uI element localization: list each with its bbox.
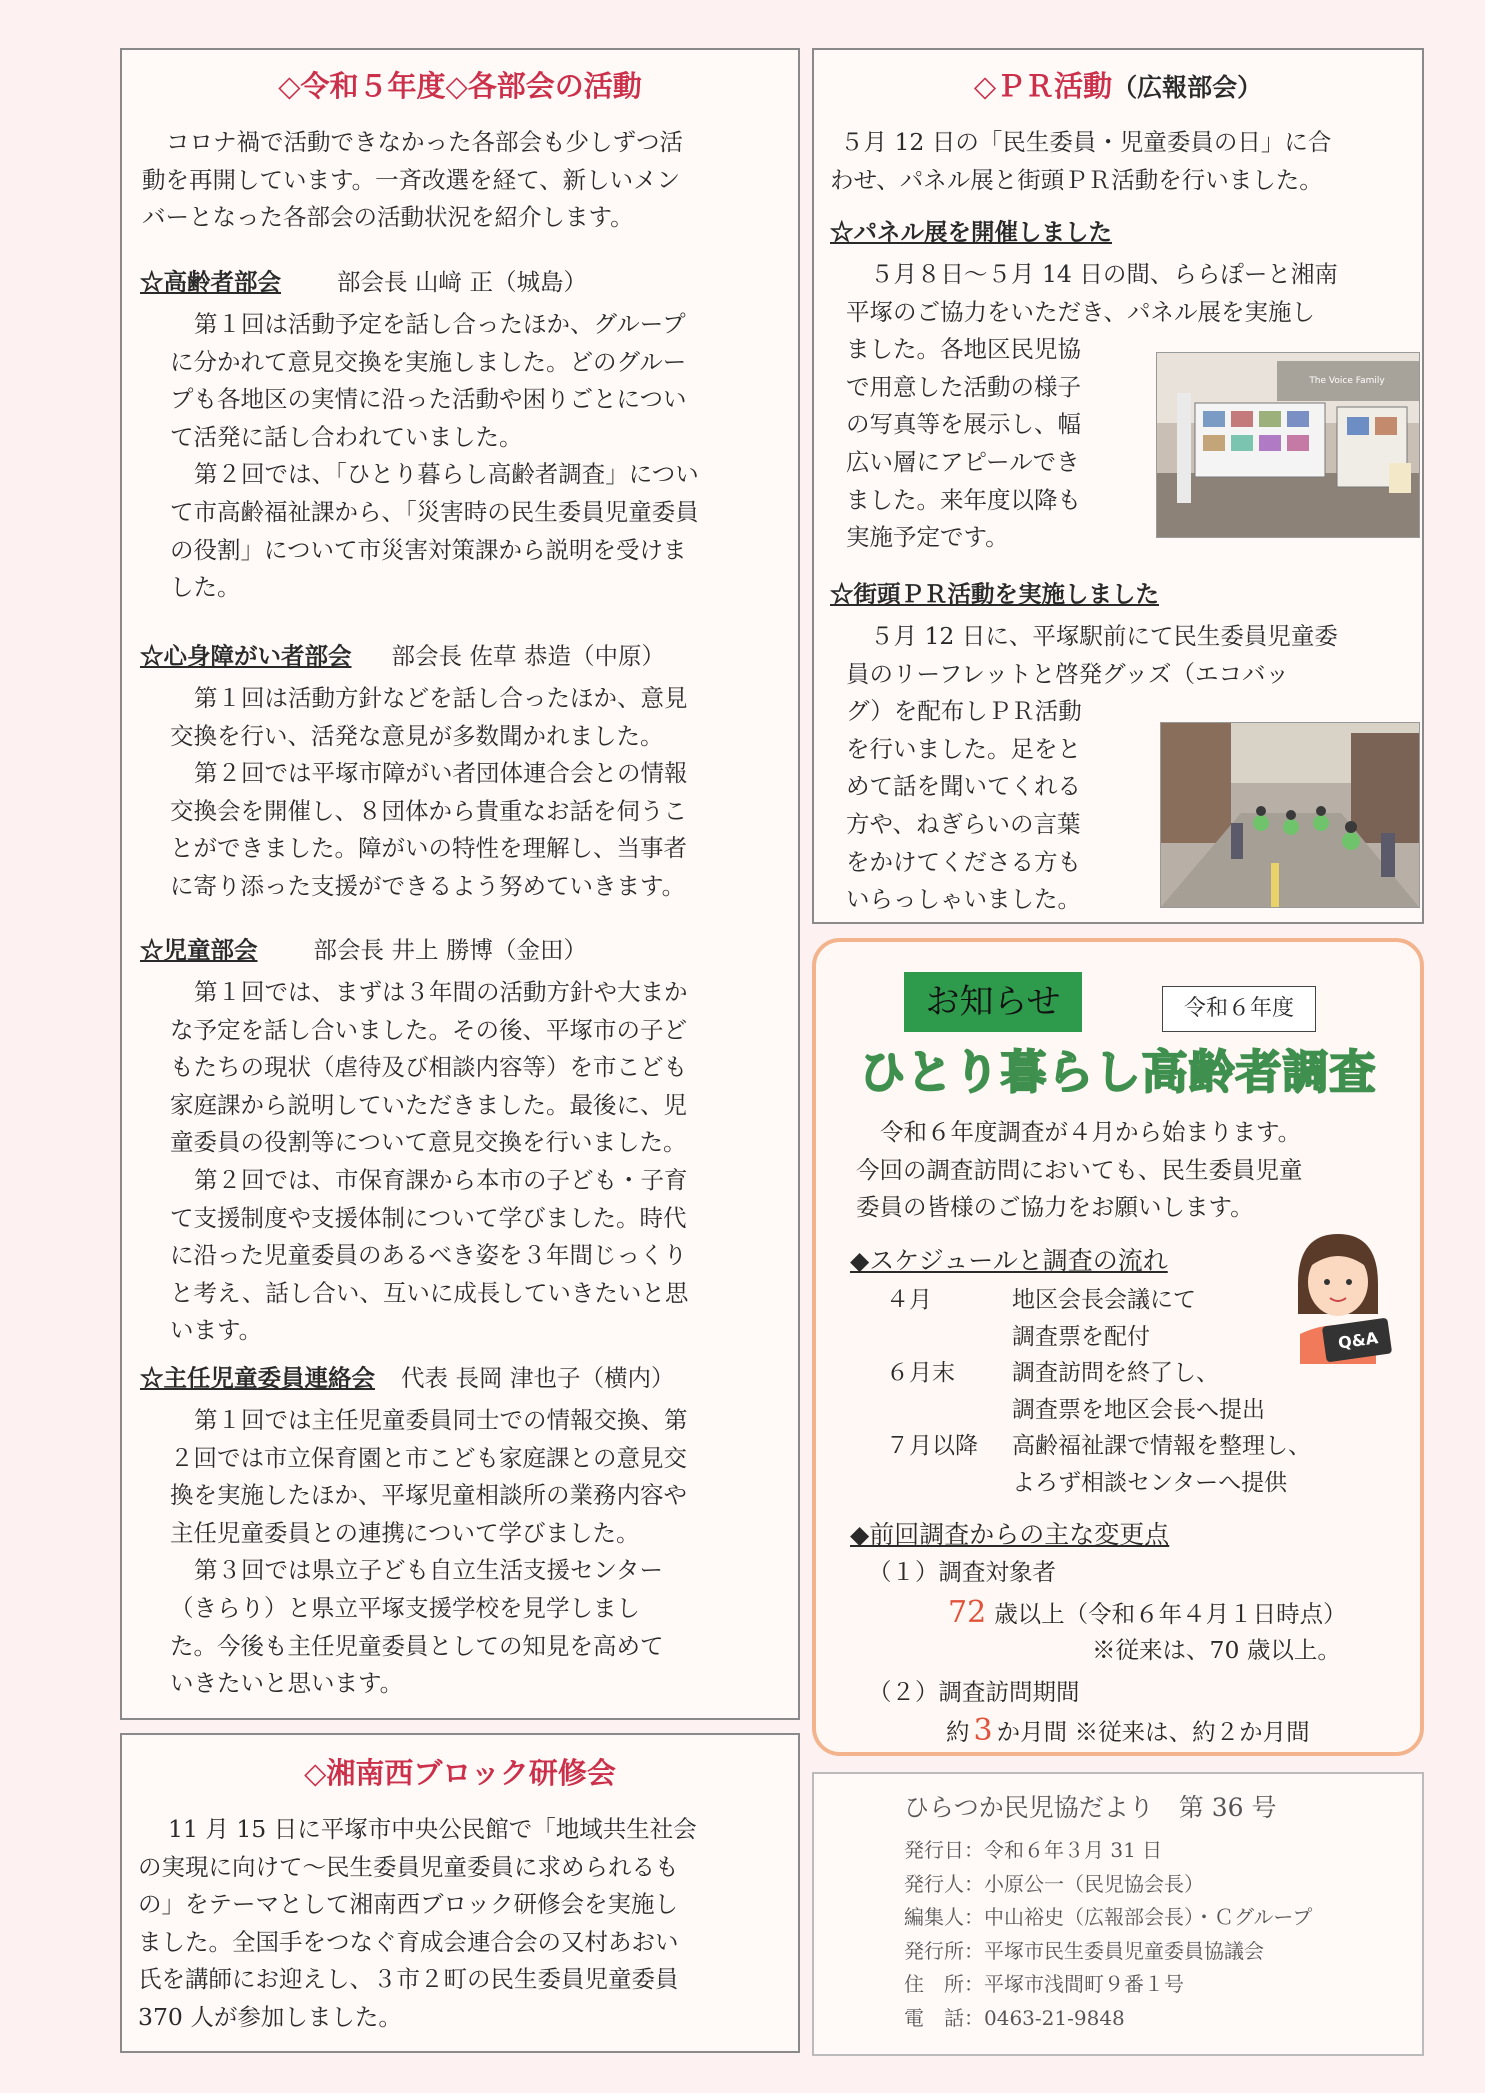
children-line: 第１回では、まずは３年間の活動方針や大まか — [194, 978, 688, 1006]
colophon-label: 発行人： — [904, 1871, 984, 1896]
notice-badge: お知らせ — [904, 972, 1082, 1032]
children-chair: 部会長 井上 勝博（金田） — [313, 936, 587, 964]
disability-line: 第２回では平塚市障がい者団体連合会との情報 — [194, 759, 688, 788]
notice-title: ひとり暮らし高齢者調査 — [859, 1045, 1377, 1099]
disability-line: 第１回は活動方針などを話し合ったほか、意見 — [194, 684, 688, 712]
street-line: をかけてくださる方も — [846, 847, 1081, 876]
children-body — [140, 974, 688, 1350]
children-line: な予定を話し合いました。その後、平塚市の子ど — [170, 1015, 687, 1044]
schedule-what: 調査票を地区会長へ提出 — [1012, 1396, 1265, 1423]
elderly-line: て活発に話し合われていました。 — [170, 422, 523, 451]
elderly-heading: ☆高齢者部会 — [140, 268, 281, 296]
colophon-row — [904, 2002, 1312, 2036]
pr-intro-line: わせ、パネル展と街頭ＰＲ活動を行いました。 — [830, 165, 1323, 194]
schedule-what: 高齢福祉課で情報を整理し、 — [1012, 1433, 1311, 1459]
disability-line: に寄り添った支援ができるよう努めていきます。 — [170, 871, 686, 900]
disability-chair: 部会長 佐草 恭造（中原） — [391, 642, 665, 670]
schedule-what: よろず相談センターへ提供 — [1012, 1469, 1288, 1496]
committees-intro — [142, 124, 683, 237]
seminar-line: の」をテーマとして湘南西ブロック研修会を実施し — [138, 1890, 679, 1919]
chief-line: た。今後も主任児童委員としての知見を高めて — [170, 1631, 664, 1660]
pr-intro — [830, 124, 1331, 199]
colophon-title: ひらつか民児協だより 第 36 号 — [904, 1793, 1277, 1822]
elderly-line: 第１回は活動予定を話し合ったほか、グループ — [194, 310, 686, 338]
colophon-rows — [904, 1834, 1312, 2035]
schedule-what: 調査訪問を終了し、 — [1012, 1360, 1219, 1386]
intro-line: コロナ禍で活動できなかった各部会も少しずつ活 — [166, 128, 683, 156]
chief-line: 換を実施したほか、平塚児童相談所の業務内容や — [170, 1481, 687, 1510]
change2-number: 3 — [973, 1713, 993, 1748]
disability-section — [140, 638, 665, 676]
chief-line: いきたいと思います。 — [170, 1669, 404, 1698]
chief-line: （きらり）と県立平塚支援学校を見学しまし — [170, 1593, 640, 1622]
street-line: ５月 12 日に、平塚駅前にて民生委員児童委 — [870, 622, 1338, 650]
panel-photo-drawing — [1157, 353, 1419, 537]
colophon-label: 発行所： — [904, 1938, 984, 1963]
seminar-line: の実現に向けて～民生委員児童委員に求められるも — [138, 1852, 679, 1881]
panel-exhibition-photo — [1156, 352, 1420, 538]
chief-body — [140, 1402, 688, 1703]
panel-line: ５月８日～５月 14 日の間、ららぽーと湘南 — [870, 260, 1338, 288]
committees-box — [120, 48, 800, 1720]
pr-title — [814, 64, 1422, 105]
children-heading: ☆児童部会 — [140, 936, 258, 964]
street-heading: ☆街頭ＰＲ活動を実施しました — [830, 580, 1159, 608]
colophon-row — [904, 1834, 1312, 1868]
disability-heading: ☆心身障がい者部会 — [140, 642, 352, 670]
disability-line: 交換を行い、活発な意見が多数聞かれました。 — [170, 721, 664, 750]
children-line: と考え、話し合い、互いに成長していきたいと思 — [170, 1278, 689, 1307]
colophon-value: 小原公一（民児協会長） — [984, 1871, 1204, 1896]
change2-text: か月間 ※従来は、約２か月間 — [996, 1718, 1310, 1746]
elderly-chair: 部会長 山﨑 正（城島） — [337, 268, 587, 296]
chief-section — [140, 1360, 674, 1398]
intro-line: バーとなった各部会の活動状況を紹介します。 — [142, 203, 634, 232]
panel-line: の写真等を展示し、幅 — [846, 410, 1081, 439]
children-line: に沿った児童委員のあるべき姿を３年間じっくり — [170, 1241, 687, 1270]
photo-sign: The Voice Family — [1309, 376, 1385, 386]
colophon-label: 発行日： — [904, 1838, 984, 1862]
schedule-item — [886, 1428, 1311, 1501]
notice-intro-line: 今回の調査訪問においても、民生委員児童 — [856, 1155, 1303, 1184]
qa-person-illustration — [1278, 1224, 1398, 1364]
colophon-label: 住 所： — [904, 1972, 984, 1996]
street-line: いらっしゃいました。 — [846, 885, 1081, 914]
change2-label: （２）調査訪問期間 — [868, 1678, 1080, 1706]
panel-line: 広い層にアピールでき — [846, 447, 1080, 476]
seminar-box — [120, 1733, 800, 2053]
change1-value — [948, 1594, 1347, 1634]
notice-box — [812, 938, 1424, 1756]
colophon-row — [904, 1901, 1312, 1935]
colophon-row — [904, 1935, 1312, 1969]
chief-line: 主任児童委員との連携について学びました。 — [170, 1518, 640, 1547]
schedule-when: ４月 — [886, 1287, 932, 1313]
notice-year-tag: 令和６年度 — [1162, 986, 1316, 1032]
children-line: 童委員の役割等について意見交換を行いました。 — [170, 1128, 687, 1157]
children-line: て支援制度や支援体制について学びました。時代 — [170, 1203, 687, 1232]
seminar-title: ◇湘南西ブロック研修会 — [304, 1756, 616, 1790]
colophon-value: 平塚市民生委員児童委員協議会 — [984, 1938, 1264, 1963]
schedule-what: 地区会長会議にて — [1012, 1287, 1196, 1313]
street-line: 員のリーフレットと啓発グッズ（エコバッ — [846, 659, 1289, 688]
children-line: 家庭課から説明していただきました。最後に、児 — [170, 1090, 687, 1119]
children-line: もたちの現状（虐待及び相談内容等）を市こども — [170, 1053, 687, 1082]
schedule-list — [886, 1282, 1311, 1501]
disability-line: 交換会を開催し、８団体から貴重なお話を伺うこ — [170, 796, 687, 825]
elderly-line: に分かれて意見交換を実施しました。どのグルー — [170, 347, 687, 376]
pr-intro-line: ５月 12 日の「民生委員・児童委員の日」に合 — [840, 128, 1332, 156]
colophon-row — [904, 1968, 1312, 2002]
notice-intro-line: 委員の皆様のご協力をお願いします。 — [856, 1193, 1254, 1222]
elderly-line: の役割」について市災害対策課から説明を受けま — [170, 535, 687, 564]
children-line: 第２回では、市保育課から本市の子ども・子育 — [194, 1165, 688, 1194]
chief-line: 第３回では県立子ども自立生活支援センター — [194, 1556, 664, 1585]
elderly-line: 第２回では、「ひとり暮らし高齢者調査」につい — [194, 460, 699, 489]
change1-number: 72 — [948, 1595, 987, 1630]
panel-line: で用意した活動の様子 — [846, 372, 1081, 401]
schedule-item — [886, 1355, 1311, 1428]
seminar-line: 氏を講師にお迎えし、３市２町の民生委員児童委員 — [138, 1965, 679, 1994]
seminar-line: 11 月 15 日に平塚市中央公民館で「地域共生社会 — [168, 1815, 697, 1843]
schedule-what: 調査票を配付 — [1012, 1323, 1150, 1350]
pr-box — [812, 48, 1424, 924]
seminar-body — [138, 1811, 697, 2037]
panel-line: ました。各地区民児協 — [846, 335, 1081, 364]
colophon-row — [904, 1868, 1312, 1902]
colophon-value: 中山裕史（広報部会長）・Ｃグループ — [984, 1905, 1313, 1929]
chief-chair: 代表 長岡 津也子（横内） — [401, 1364, 675, 1392]
notice-intro-line: 令和６年度調査が４月から始まります。 — [880, 1118, 1302, 1146]
colophon-label: 編集人： — [904, 1905, 984, 1929]
street-line: を行いました。足をと — [846, 734, 1081, 763]
change1-label: （１）調査対象者 — [868, 1558, 1056, 1586]
chief-line: 第１回では主任児童委員同士での情報交換、第 — [194, 1406, 688, 1434]
elderly-section — [140, 264, 587, 302]
schedule-item — [886, 1282, 1311, 1355]
change1-text: 歳以上（令和６年４月１日時点） — [994, 1600, 1347, 1628]
qa-label: Q&A — [1336, 1328, 1380, 1353]
chief-heading: ☆主任児童委員連絡会 — [140, 1364, 375, 1392]
panel-line: 平塚のご協力をいただき、パネル展を実施し — [846, 297, 1316, 326]
committees-title: ◇令和５年度◇各部会の活動 — [278, 69, 642, 103]
schedule-when: ６月末 — [886, 1360, 955, 1386]
pr-title-sub: （広報部会） — [1112, 73, 1263, 102]
street-line: 方や、ねぎらいの言葉 — [846, 809, 1081, 838]
change2-value — [946, 1712, 1310, 1752]
change1-note: ※従来は、70 歳以上。 — [1092, 1636, 1341, 1664]
street-photo-drawing — [1161, 723, 1419, 907]
pr-title-main: ◇ＰＲ活動 — [973, 69, 1113, 103]
colophon-box — [812, 1772, 1424, 2056]
street-line: めて話を聞いてくれる — [846, 772, 1081, 801]
colophon-label: 電 話： — [904, 2005, 984, 2030]
street-pr-photo — [1160, 722, 1420, 908]
elderly-body — [140, 306, 699, 607]
schedule-heading: ◆スケジュールと調査の流れ — [850, 1246, 1168, 1275]
colophon-value: 平塚市浅間町９番１号 — [984, 1972, 1184, 1996]
schedule-when: ７月以降 — [886, 1433, 978, 1459]
panel-line: ました。来年度以降も — [846, 485, 1081, 514]
colophon-value: 令和６年３月 31 日 — [984, 1838, 1163, 1862]
elderly-line: プも各地区の実情に沿った活動や困りごとについ — [170, 385, 687, 414]
change2-pre: 約 — [946, 1718, 970, 1746]
children-line: います。 — [170, 1316, 263, 1345]
notice-intro — [856, 1114, 1303, 1227]
disability-body — [140, 680, 688, 906]
seminar-line: ました。全国手をつなぐ育成会連合会の又村あおい — [138, 1927, 679, 1956]
panel-line: 実施予定です。 — [846, 523, 1009, 552]
elderly-line: て市高齢福祉課から、「災害時の民生委員児童委員 — [170, 497, 699, 526]
elderly-line: した。 — [170, 573, 241, 602]
intro-line: 動を再開しています。一斉改選を経て、新しいメン — [142, 165, 681, 194]
colophon-value: 0463-21-9848 — [984, 2005, 1125, 2030]
children-section — [140, 932, 587, 970]
disability-line: とができました。障がいの特性を理解し、当事者 — [170, 834, 687, 863]
changes-heading: ◆前回調査からの主な変更点 — [850, 1520, 1170, 1549]
panel-heading: ☆パネル展を開催しました — [830, 218, 1112, 246]
street-line: グ）を配布しＰＲ活動 — [846, 697, 1082, 726]
chief-line: ２回では市立保育園と市こども家庭課との意見交 — [170, 1443, 687, 1472]
seminar-line: 370 人が参加しました。 — [138, 2002, 402, 2031]
